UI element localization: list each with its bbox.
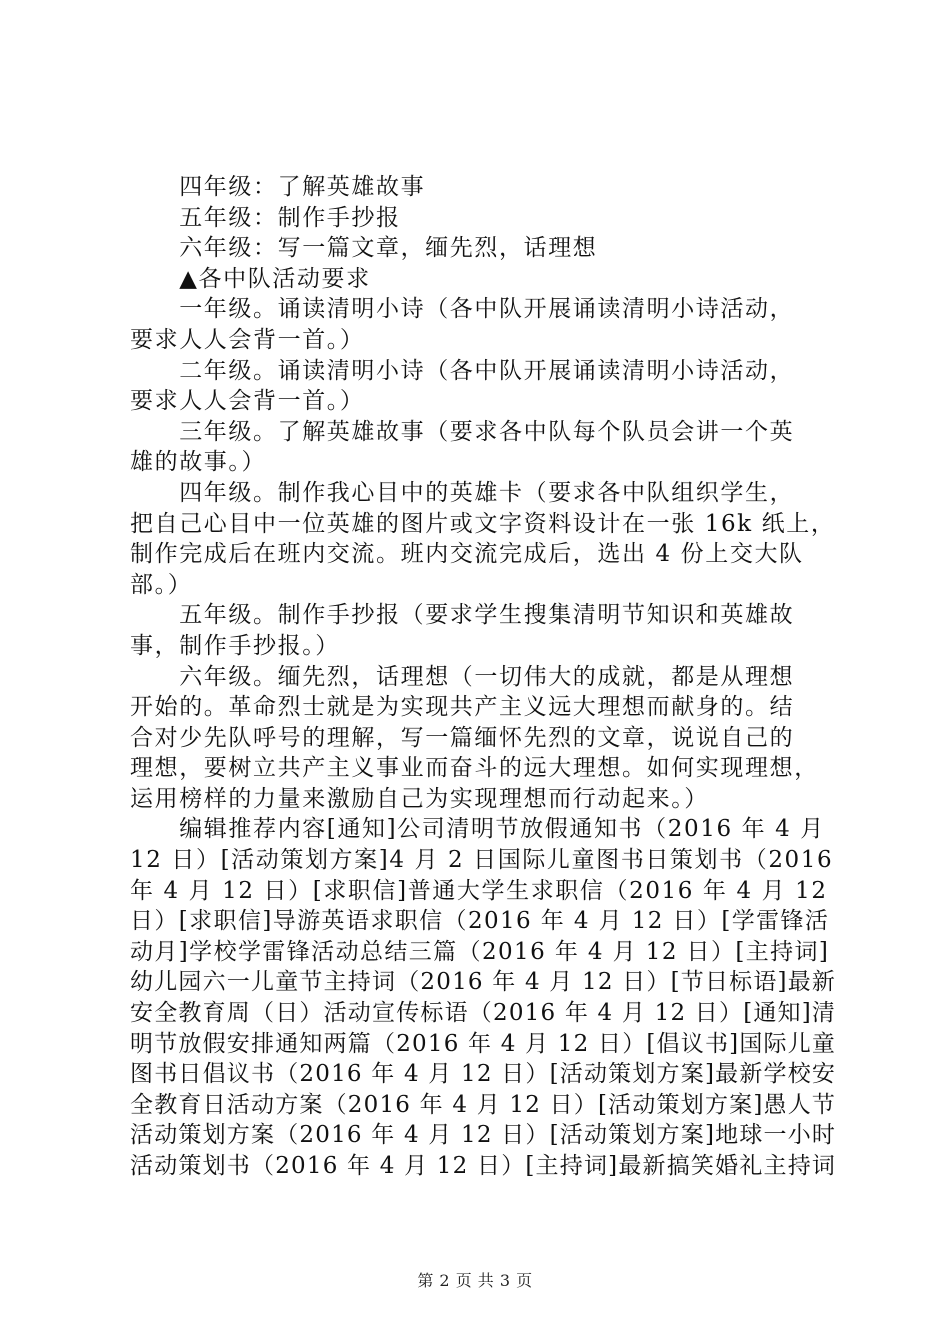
text-line: 六年级：写一篇文章，缅先烈，话理想 (130, 235, 598, 262)
page-number-footer: 第 2 页 共 3 页 (417, 1271, 533, 1290)
text-line: 编辑推荐内容[通知]公司清明节放假通知书（2016 年 4 月 (130, 816, 825, 843)
text-line: 五年级。制作手抄报（要求学生搜集清明节知识和英雄故 (130, 602, 795, 629)
text-line: 幼儿园六一儿童节主持词（2016 年 4 月 12 日）[节日标语]最新 (130, 969, 837, 996)
text-line: 运用榜样的力量来激励自己为实现理想而行动起来。） (130, 785, 709, 812)
text-line: 活动策划方案（2016 年 4 月 12 日）[活动策划方案]地球一小时 (130, 1122, 837, 1149)
text-line: 年 4 月 12 日）[求职信]普通大学生求职信（2016 年 4 月 12 (130, 877, 828, 904)
text-line: 理想，要树立共产主义事业而奋斗的远大理想。如何实现理想， (130, 755, 819, 782)
text-line: 二年级。诵读清明小诗（各中队开展诵读清明小诗活动， (130, 357, 795, 384)
text-line: 开始的。革命烈士就是为实现共产主义远大理想而献身的。结 (130, 694, 795, 721)
text-line: 全教育日活动方案（2016 年 4 月 12 日）[活动策划方案]愚人节 (130, 1091, 837, 1118)
text-line: 五年级：制作手抄报 (130, 204, 401, 231)
text-line: 四年级：了解英雄故事 (130, 174, 426, 200)
text-line: 雄的故事。） (130, 449, 267, 476)
section-heading: ▲各中队活动要求 (130, 265, 371, 292)
text-line: 明节放假安排通知两篇（2016 年 4 月 12 日）[倡议书]国际儿童 (130, 1030, 837, 1057)
text-line: 合对少先队呼号的理解，写一篇缅怀先烈的文章，说说自己的 (130, 724, 795, 751)
document-body (130, 172, 836, 1182)
text-line: 事，制作手抄报。） (130, 632, 340, 659)
text-line: 六年级。缅先烈，话理想（一切伟大的成就，都是从理想 (130, 663, 795, 690)
text-line: 日）[求职信]导游英语求职信（2016 年 4 月 12 日）[学雷锋活 (130, 908, 830, 935)
text-line: 动月]学校学雷锋活动总结三篇（2016 年 4 月 12 日）[主持词] (130, 938, 830, 965)
text-line: 12 日）[活动策划方案]4 月 2 日国际儿童图书日策划书（2016 (130, 847, 834, 874)
text-line: 部。） (130, 571, 193, 598)
text-line: 一年级。诵读清明小诗（各中队开展诵读清明小诗活动， (130, 296, 795, 323)
text-line: 制作完成后在班内交流。班内交流完成后，选出 4 份上交大队 (130, 541, 804, 568)
text-line: 把自己心目中一位英雄的图片或文字资料设计在一张 16k 纸上， (130, 510, 836, 537)
text-line: 要求人人会背一首。） (130, 326, 365, 353)
text-line: 三年级。了解英雄故事（要求各中队每个队员会讲一个英 (130, 418, 795, 445)
text-line: 活动策划书（2016 年 4 月 12 日）[主持词]最新搞笑婚礼主持词 (130, 1153, 837, 1179)
text-line: 安全教育周（日）活动宣传标语（2016 年 4 月 12 日）[通知]清 (130, 1000, 837, 1027)
text-line: 图书日倡议书（2016 年 4 月 12 日）[活动策划方案]最新学校安 (130, 1061, 837, 1088)
text-line: 四年级。制作我心目中的英雄卡（要求各中队组织学生， (130, 479, 795, 506)
text-line: 要求人人会背一首。） (130, 388, 365, 415)
